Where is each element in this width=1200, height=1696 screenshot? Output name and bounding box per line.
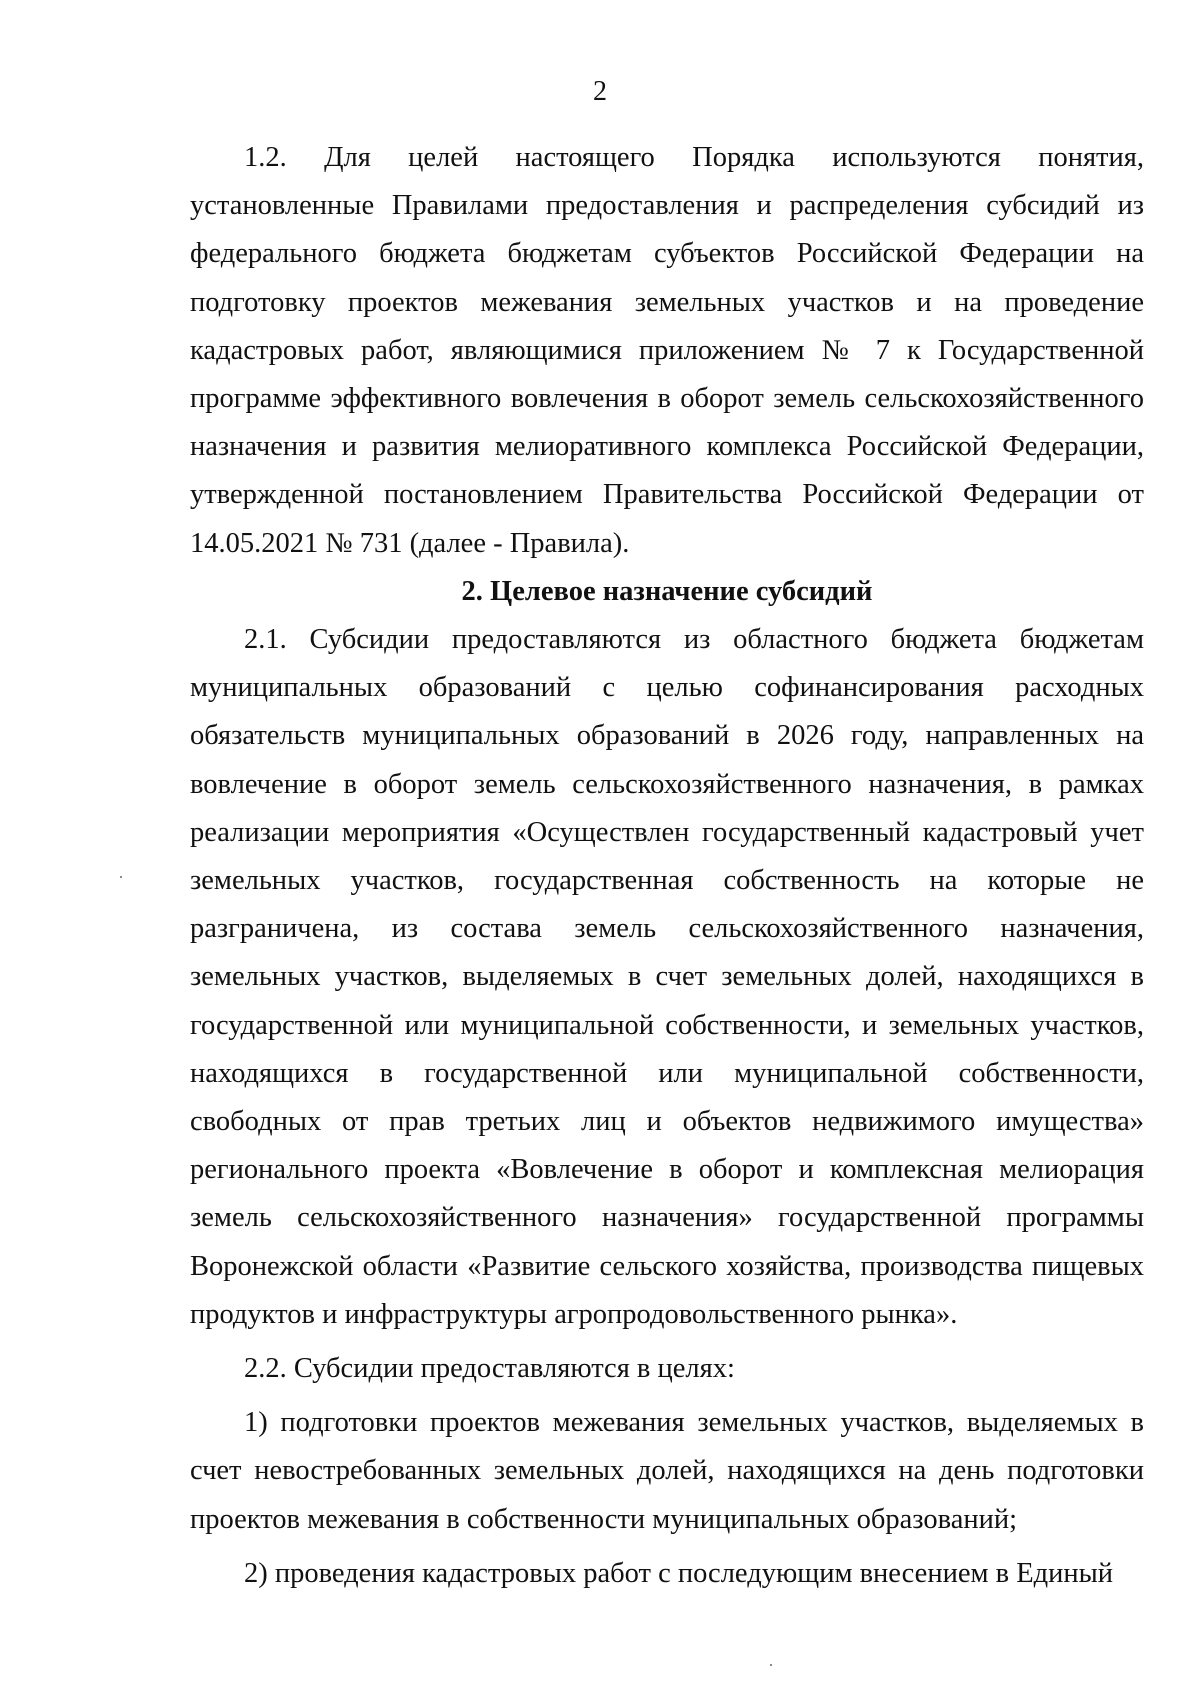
scan-speck xyxy=(120,876,122,878)
list-item-2: 2) проведения кадастровых работ с последующим внесением в Единый xyxy=(244,1557,1114,1589)
scan-speck xyxy=(770,1664,772,1666)
document-body xyxy=(190,134,1144,1598)
paragraph-2-1: 2.1. Субсидии предоставляются из областного бюджета бюджетам муниципальных образований с целью софинансирования расходных обязательств муниципальных образований в 2026 году, направленных на вовлечение в оборот земель сельскохозяйственного назначения, в рамках реализации мероприятия «Осуществлен государственный кадастровый учет земельных участков, государственная собственность на которые не разграничена, из состава земель сельскохозяйственного назначения, земельных участков, выделяемых в счет земельных долей, находящихся в государственной или муниципальной собственности, и земельных участков, находящихся в государственной или муниципальной собственности, свободных от прав третьих лиц и объектов недвижимого имущества» регионального проекта «Вовлечение в оборот и комплексная мелиорация земель сельскохозяйственного назначения» государственной программы Воронежской области «Развитие сельского хозяйства, производства пищевых продуктов и инфраструктуры агропродовольственного рынка». xyxy=(190,624,1144,1330)
paragraph-2-2: 2.2. Субсидии предоставляются в целях: xyxy=(244,1353,735,1385)
page-number: 2 xyxy=(593,76,607,107)
paragraph-1-2: 1.2. Для целей настоящего Порядка используются понятия, установленные Правилами предоставления и распределения субсидий из федерального бюджета бюджетам субъектов Российской Федерации на подготовку проектов межевания земельных участков и на проведение кадастровых работ, являющимися приложением № 7 к Государственной программе эффективного вовлечения в оборот земель сельскохозяйственного назначения и развития мелиоративного комплекса Российской Федерации, утвержденной постановлением Правительства Российской Федерации от 14.05.2021 № 731 (далее - Правила). xyxy=(190,142,1144,559)
list-item-1: 1) подготовки проектов межевания земельных участков, выделяемых в счет невостребованных земельных долей, находящихся на день подготовки проектов межевания в собственности муниципальных образований; xyxy=(190,1407,1144,1535)
section-heading: 2. Целевое назначение субсидий xyxy=(461,575,873,607)
